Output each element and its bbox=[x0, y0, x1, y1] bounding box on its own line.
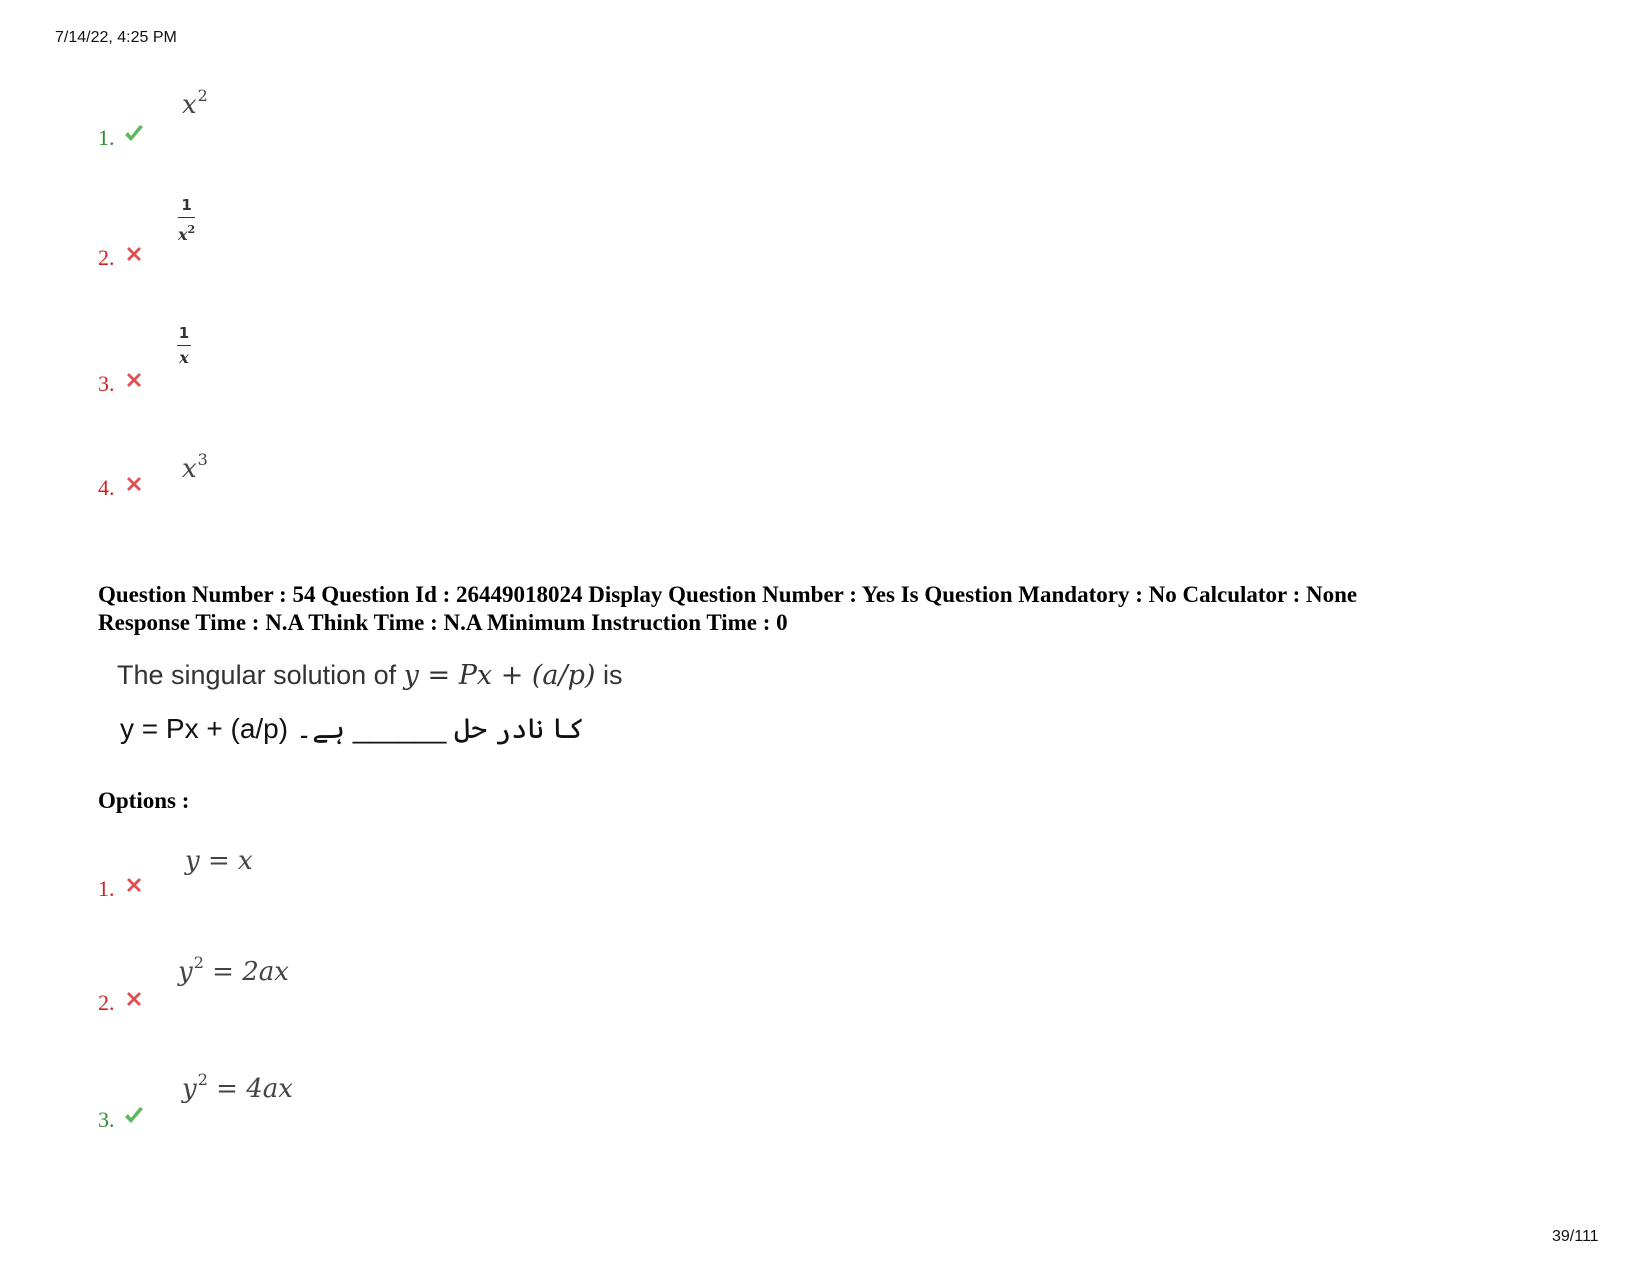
print-datetime: 7/14/22, 4:25 PM bbox=[55, 29, 177, 46]
option-number: 3. bbox=[98, 1107, 115, 1132]
cross-mark-icon bbox=[122, 987, 146, 1011]
question-text-urdu: y = Px + (a/p) کا نادر حل ______ ہے۔ bbox=[120, 713, 585, 744]
option-1-math: y = x bbox=[185, 846, 253, 876]
prev-option-3 bbox=[98, 371, 115, 397]
prev-option-1 bbox=[98, 125, 115, 151]
prev-option-2 bbox=[98, 245, 115, 271]
prev-option-3-fraction: 1 x bbox=[178, 324, 190, 367]
cross-mark-icon bbox=[122, 472, 146, 496]
question-meta-line-2: Response Time : N.A Think Time : N.A Minimum Instruction Time : 0 bbox=[98, 610, 788, 635]
prev-option-1-math: $x^2$ bbox=[182, 86, 208, 120]
cross-mark-icon bbox=[122, 873, 146, 897]
option-number: 1. bbox=[98, 125, 115, 150]
option-number: 2. bbox=[98, 245, 115, 270]
cross-mark-icon bbox=[122, 242, 146, 266]
option-number: 2. bbox=[98, 990, 115, 1015]
question-text-english: The singular solution of y = Px + (a/p) is bbox=[117, 660, 623, 691]
option-number: 1. bbox=[98, 876, 115, 901]
cross-mark-icon bbox=[122, 368, 146, 392]
page-number: 39/111 bbox=[1552, 1228, 1599, 1245]
option-3-math: $y^2 = 4ax$ bbox=[182, 1070, 293, 1104]
option-3 bbox=[98, 1107, 115, 1133]
check-mark-icon bbox=[122, 122, 146, 146]
option-2 bbox=[98, 990, 115, 1016]
option-2-math: $y^2 = 2ax$ bbox=[178, 953, 289, 987]
option-number: 3. bbox=[98, 371, 115, 396]
option-1 bbox=[98, 876, 115, 902]
prev-option-4 bbox=[98, 475, 115, 501]
options-heading: Options : bbox=[98, 788, 190, 813]
prev-option-4-math: $x^3$ bbox=[182, 450, 208, 484]
question-metadata bbox=[98, 581, 1558, 637]
prev-option-2-fraction: 1 $x^2$ bbox=[178, 196, 196, 244]
question-meta-line-1: Question Number : 54 Question Id : 26449018024 Display Question Number : Yes Is Question Mandatory : No Calculator : None bbox=[98, 582, 1358, 607]
option-number: 4. bbox=[98, 475, 115, 500]
check-mark-icon bbox=[122, 1104, 146, 1128]
